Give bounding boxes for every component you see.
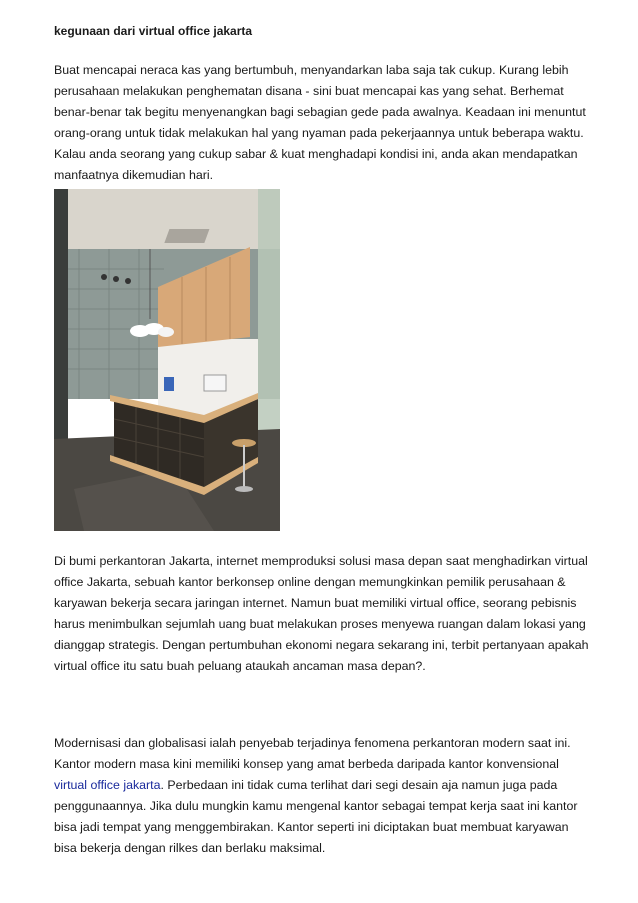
- paragraph-modernization-end: . Perbedaan ini tidak cuma terlihat dari segi desain aja namun juga pada penggunaannya. Jika dulu mungkin kamu mengenal kantor sebagai tempat kerja saat ini kantor bisa jadi tempat yang menggembirakan. Kantor seperti ini diciptakan buat membuat karyawan bisa bekerja dengan rilkes dan berlaku maksimal.: [54, 778, 578, 855]
- paragraph-modernization-start: Modernisasi dan globalisasi ialah penyebab terjadinya fenomena perkantoran modern saat ini. Kantor modern masa kini memiliki konsep yang amat berbeda daripada kantor konvensional: [54, 736, 571, 771]
- virtual-office-jakarta-link[interactable]: virtual office jakarta: [54, 778, 161, 792]
- paragraph-modernization: [54, 733, 594, 859]
- paragraph-intro: Buat mencapai neraca kas yang bertumbuh, menyandarkan laba saja tak cukup. Kurang lebih perusahaan melakukan penghematan disana - sini buat mencapai kas yang sehat. Berhemat benar-benar tak begitu menyenangkan bagi sebagian gede pada awalnya. Keadaan ini menuntut orang-orang untuk tidak melakukan hal yang nyaman pada pekerjaannya untuk beberapa waktu. Kalau anda seorang yang cukup sabar & kuat menghadapi kondisi ini, anda akan mendapatkan manfaatnya dikemudian hari.: [54, 63, 586, 182]
- paragraph-jakarta: Di bumi perkantoran Jakarta, internet memproduksi solusi masa depan saat menghadirkan virtual office Jakarta, sebuah kantor berkonsep online dengan memungkinkan pemilik perusahaan & karyawan bekerja secara jaringan internet. Namun buat memiliki virtual office, seorang pebisnis harus menimbulkan sejumlah uang buat melakukan proses menyewa ruangan dalam lokasi yang dianggap strategis. Dengan pertumbuhan ekonomi negara sekarang ini, terbit pertanyaan apakah virtual office itu satu buah peluang ataukah ancaman masa depan?.: [54, 554, 589, 673]
- office-reception-photo: [54, 189, 280, 531]
- page-title: kegunaan dari virtual office jakarta: [54, 24, 253, 38]
